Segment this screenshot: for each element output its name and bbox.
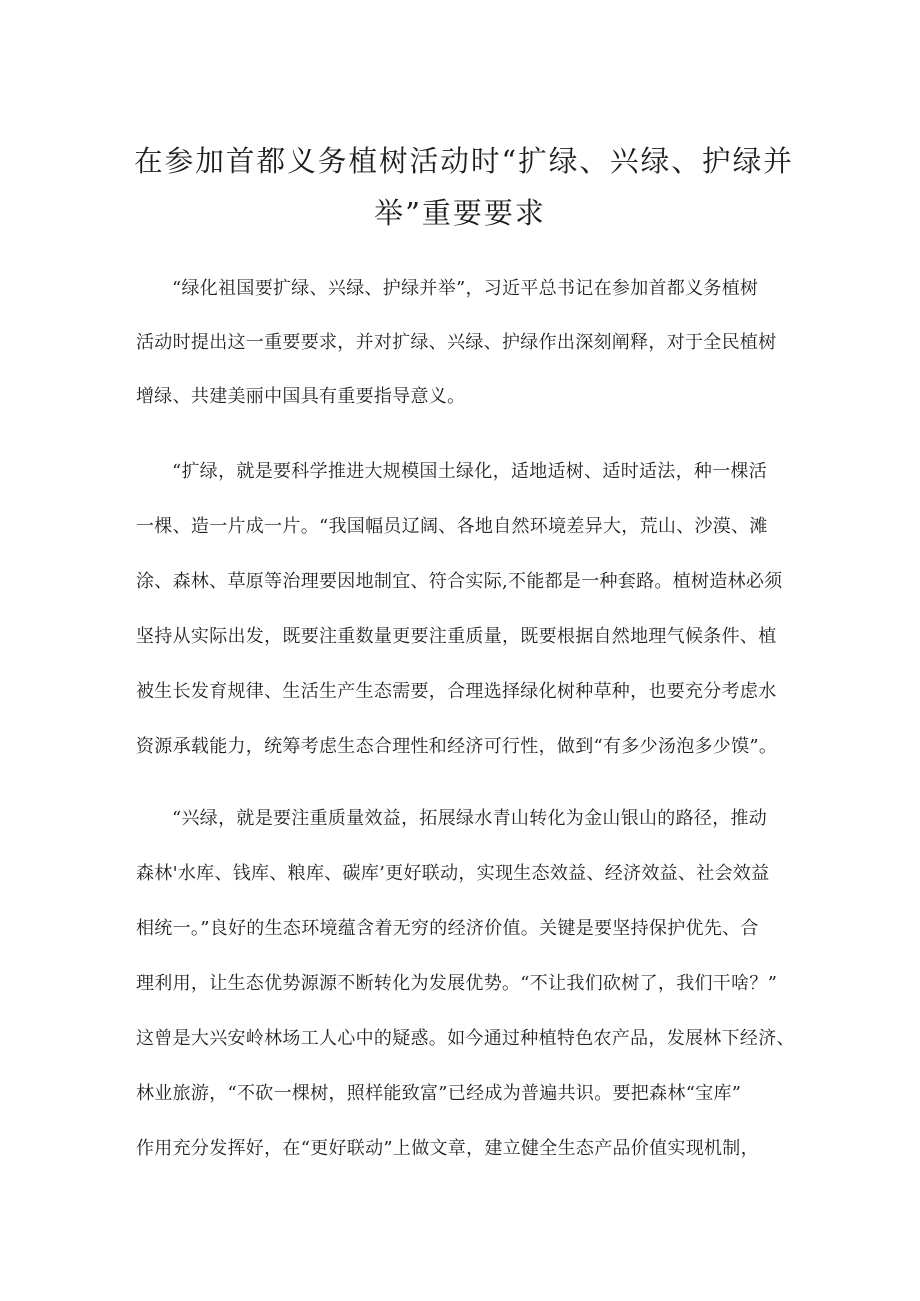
- paragraph-line: 森林'水库、钱库、粮库、碳库’更好联动，实现生态效益、经济效益、社会效益: [136, 863, 770, 884]
- paragraph-line: 林业旅游，“不砍一棵树，照样能致富”已经成为普遍共识。要把森林“宝库”: [136, 1083, 742, 1104]
- paragraph-line: “扩绿，就是要科学推进大规模国土绿化，适地适树、适时适法，种一棵活: [172, 461, 768, 482]
- paragraph-line: 资源承载能力，统筹考虑生态合理性和经济可行性，做到“有多少汤泡多少馍”。: [136, 736, 778, 757]
- paragraph-line: 坚持从实际出发，既要注重数量更要注重质量，既要根据自然地理气候条件、植: [136, 626, 777, 647]
- paragraph-line: “绿化祖国要扩绿、兴绿、护绿并举”，习近平总书记在参加首都义务植树: [172, 278, 759, 299]
- paragraph-line: “兴绿，就是要注重质量效益，拓展绿水青山转化为金山银山的路径，推动: [172, 808, 768, 829]
- paragraph-line: 涂、森林、草原等治理要因地制宜、符合实际,不能都是一种套路。植树造林必须: [136, 571, 783, 592]
- paragraph-line: 增绿、共建美丽中国具有重要指导意义。: [136, 386, 466, 407]
- document-title-line-2: 举”重要要求: [374, 196, 546, 230]
- paragraph-line: 理利用，让生态优势源源不断转化为发展优势。“不让我们砍树了，我们干啥？”: [136, 973, 778, 994]
- paragraph-line: 活动时提出这一重要要求，并对扩绿、兴绿、护绿作出深刻阐释，对于全民植树: [136, 332, 777, 353]
- document-title-line-1: 在参加首都义务植树活动时“扩绿、兴绿、护绿并: [134, 144, 794, 178]
- paragraph-line: 这曾是大兴安岭林场工人心中的疑惑。如今通过种植特色农产品，发展林下经济、: [136, 1028, 795, 1049]
- paragraph-line: 相统一。”良好的生态环境蕴含着无穷的经济价值。关键是要坚持保护优先、合: [136, 918, 759, 939]
- paragraph-line: 被生长发育规律、生活生产生态需要，合理选择绿化树种草种，也要充分考虑水: [136, 681, 777, 702]
- paragraph-line: 作用充分发挥好，在“更好联动”上做文章，建立健全生态产品价值实现机制，: [136, 1138, 759, 1159]
- paragraph-line: 一棵、造一片成一片。“我国幅员辽阔、各地自然环境差异大，荒山、沙漠、滩: [136, 516, 768, 537]
